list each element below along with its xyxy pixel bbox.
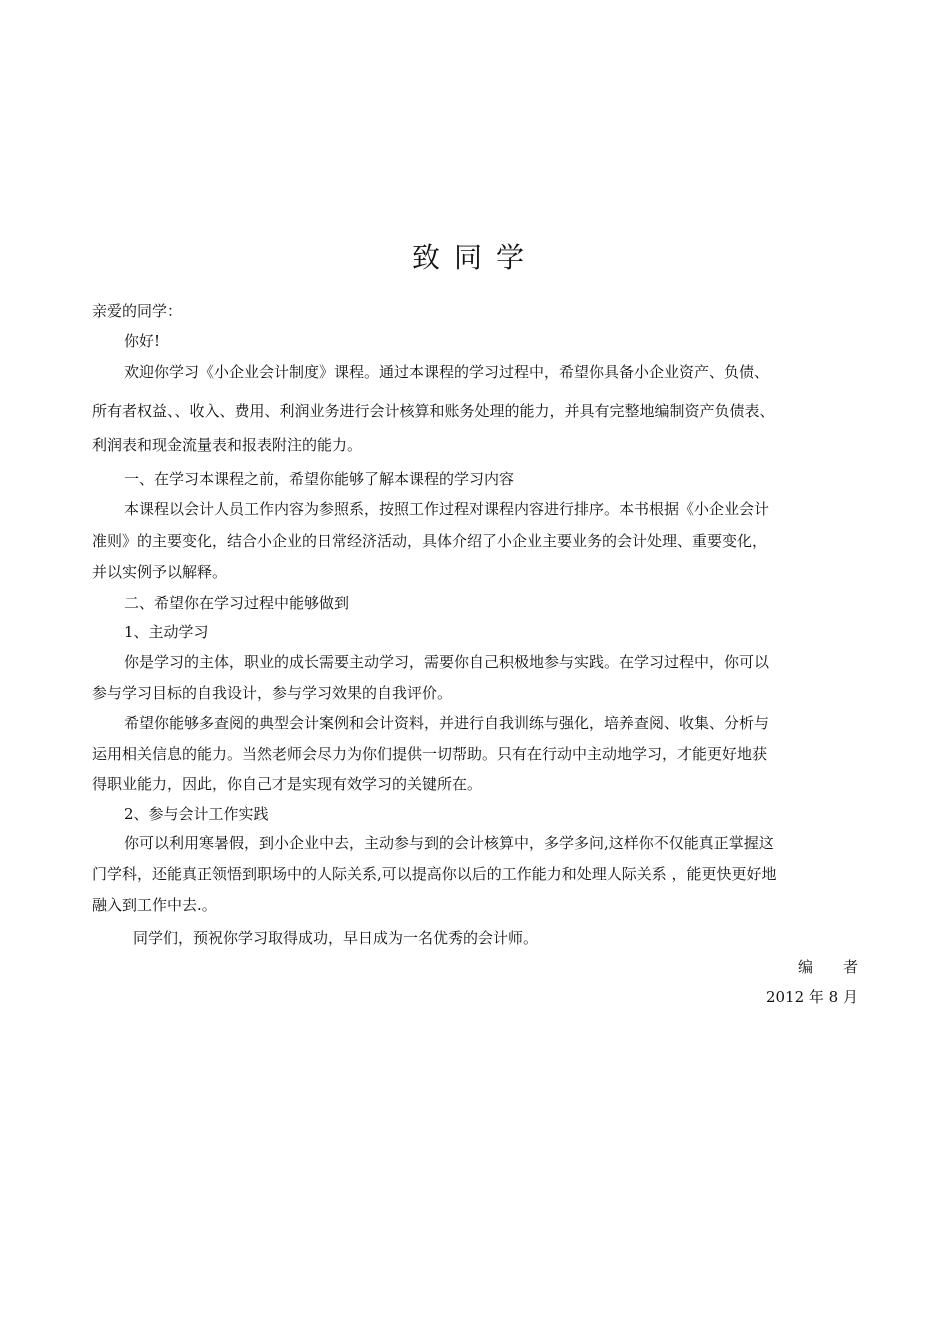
sub1-heading: 1、主动学习 xyxy=(124,623,209,641)
hello-text: 你好! xyxy=(124,332,161,350)
page-title: 致同学 xyxy=(411,241,538,274)
sub1-p2-line-1: 希望你能够多查阅的典型会计案例和会计资料，并进行自我训练与强化，培养查阅、收集、分析与 xyxy=(124,714,770,732)
sub2-line-3: 融入到工作中去.。 xyxy=(92,896,217,914)
sub2-line-1: 你可以利用寒暑假，到小企业中去，主动参与到的会计核算中，多学多问,这样你不仅能真正掌握这 xyxy=(124,834,774,852)
section2-heading: 二、希望你在学习过程中能够做到 xyxy=(124,594,350,612)
intro-line-1: 欢迎你学习《小企业会计制度》课程。通过本课程的学习过程中，希望你具备小企业资产、负债、 xyxy=(124,363,770,381)
sub1-p2-line-2: 运用相关信息的能力。当然老师会尽力为你们提供一切帮助。只有在行动中主动地学习，才能更好地获 xyxy=(92,745,768,763)
intro-line-2: 所有者权益、、收入、费用、利润业务进行会计核算和账务处理的能力，并具有完整地编制资产负债表、 xyxy=(92,402,775,420)
date: 2012 年 8 月 xyxy=(765,988,858,1006)
closing-line: 同学们，预祝你学习取得成功，早日成为一名优秀的会计师。 xyxy=(133,929,539,947)
signature: 编 者 xyxy=(797,958,858,976)
section1-heading: 一、在学习本课程之前，希望你能够了解本课程的学习内容 xyxy=(124,470,515,488)
sub1-p2-line-3: 得职业能力，因此，你自己才是实现有效学习的关键所在。 xyxy=(92,775,483,793)
sub2-heading: 2、参与会计工作实践 xyxy=(124,805,269,823)
section1-line-2: 准则》的主要变化，结合小企业的日常经济活动，具体介绍了小企业主要业务的会计处理、重要变化， xyxy=(92,532,768,550)
intro-line-3: 利润表和现金流量表和报表附注的能力。 xyxy=(92,436,363,454)
sub1-p1-line-2: 参与学习目标的自我设计，参与学习效果的自我评价。 xyxy=(92,684,453,702)
section1-line-3: 并以实例予以解释。 xyxy=(92,563,228,581)
greeting: 亲爱的同学： xyxy=(92,302,183,320)
section1-line-1: 本课程以会计人员工作内容为参照系，按照工作过程对课程内容进行排序。本书根据《小企业会计 xyxy=(124,500,770,518)
sub1-p1-line-1: 你是学习的主体，职业的成长需要主动学习，需要你自己积极地参与实践。在学习过程中，你可以 xyxy=(124,653,770,671)
sub2-line-2: 门学科，还能真正领悟到职场中的人际关系,可以提高你以后的工作能力和处理人际关系 ，能更快更好地 xyxy=(92,865,777,883)
